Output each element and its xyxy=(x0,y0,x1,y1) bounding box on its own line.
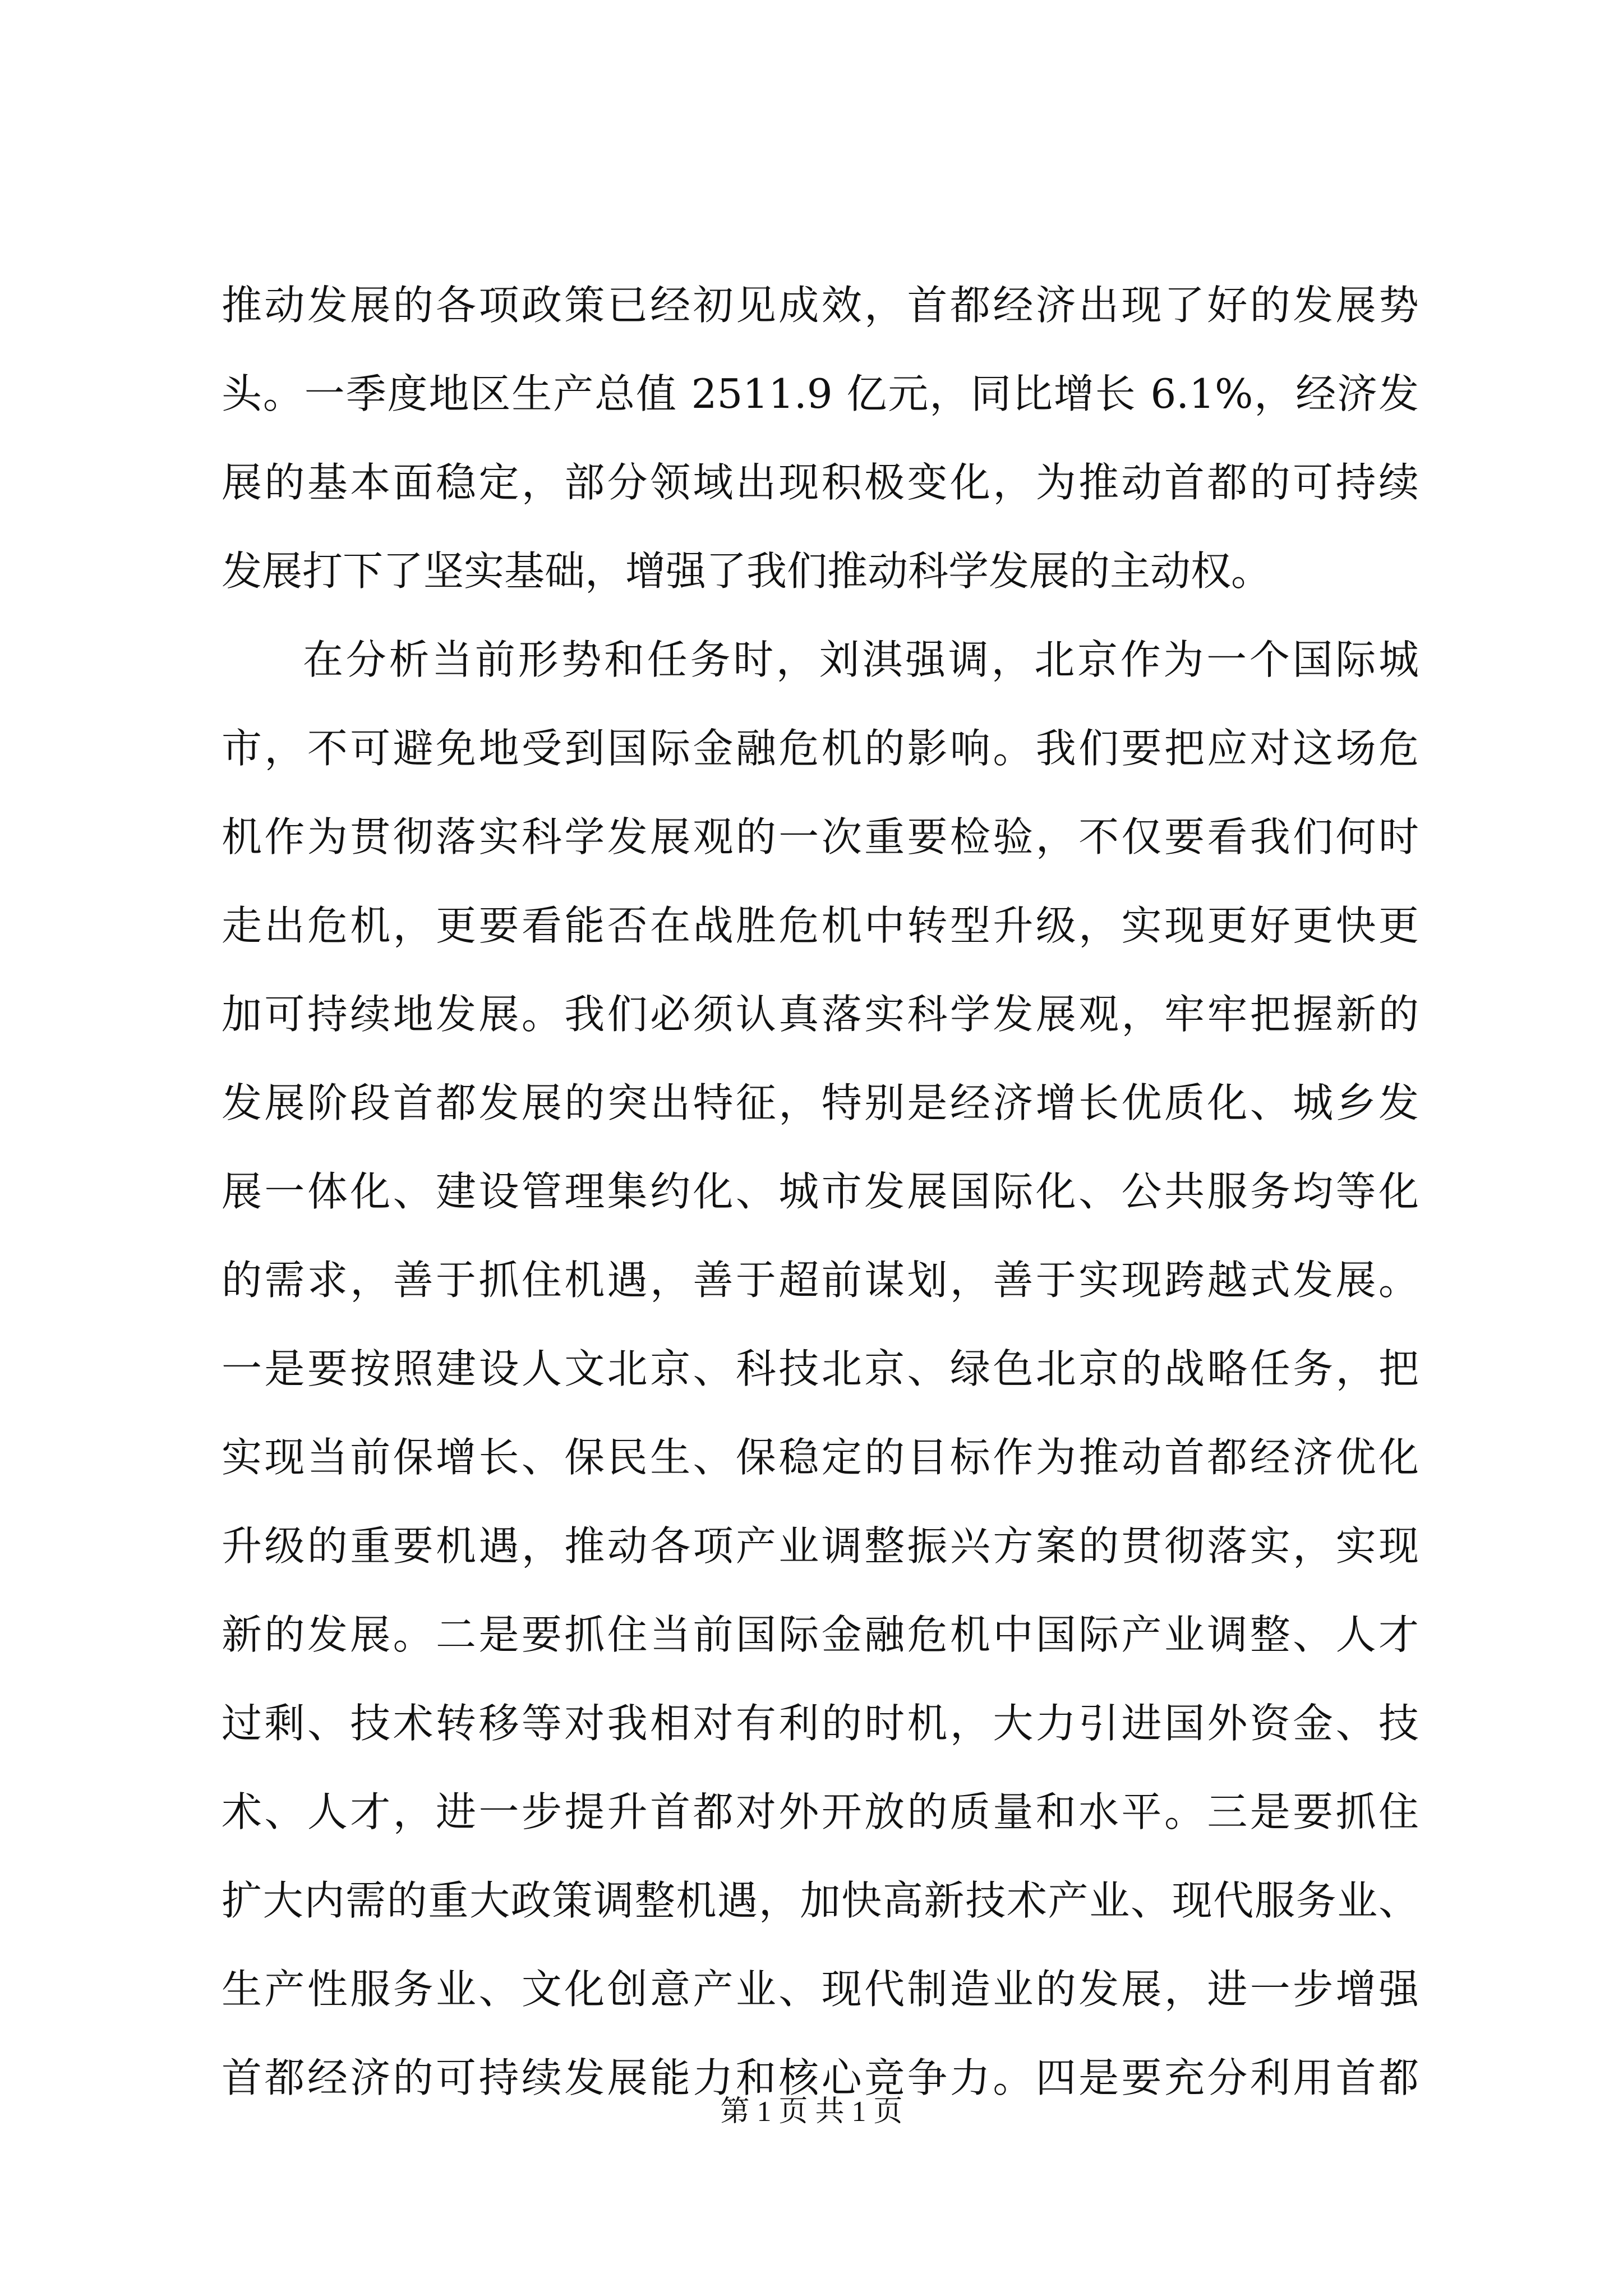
text-line: 推动发展的各项政策已经初见成效，首都经济出现了好的发展势 xyxy=(222,282,1419,329)
text-line: 升级的重要机遇，推动各项产业调整振兴方案的贯彻落实，实现 xyxy=(222,1522,1419,1570)
text-line: 头。一季度地区生产总值 2511.9 亿元，同比增长 6.1%，经济发 xyxy=(222,370,1419,417)
page-footer xyxy=(0,2090,1623,2134)
text-line: 机作为贯彻落实科学发展观的一次重要检验，不仅要看我们何时 xyxy=(222,813,1419,861)
text-line: 在分析当前形势和任务时，刘淇强调，北京作为一个国际城 xyxy=(303,636,1419,683)
text-line: 展一体化、建设管理集约化、城市发展国际化、公共服务均等化 xyxy=(222,1168,1419,1215)
body-text xyxy=(222,261,1419,2122)
text-line: 市，不可避免地受到国际金融危机的影响。我们要把应对这场危 xyxy=(222,725,1419,772)
text-line: 首都经济的可持续发展能力和核心竞争力。四是要充分利用首都 xyxy=(222,2054,1419,2101)
text-line: 的需求，善于抓住机遇，善于超前谋划，善于实现跨越式发展。 xyxy=(222,1257,1419,1304)
text-line: 新的发展。二是要抓住当前国际金融危机中国际产业调整、人才 xyxy=(222,1611,1419,1658)
text-line: 一是要按照建设人文北京、科技北京、绿色北京的战略任务，把 xyxy=(222,1345,1419,1392)
text-line: 过剩、技术转移等对我相对有利的时机，大力引进国外资金、技 xyxy=(222,1700,1419,1747)
text-line: 实现当前保增长、保民生、保稳定的目标作为推动首都经济优化 xyxy=(222,1434,1419,1481)
text-line: 走出危机，更要看能否在战胜危机中转型升级，实现更好更快更 xyxy=(222,902,1419,949)
text-line: 发展打下了坚实基础，增强了我们推动科学发展的主动权。 xyxy=(222,547,1272,595)
text-line: 加可持续地发展。我们必须认真落实科学发展观，牢牢把握新的 xyxy=(222,991,1419,1038)
text-line: 术、人才，进一步提升首都对外开放的质量和水平。三是要抓住 xyxy=(222,1788,1419,1835)
text-line: 生产性服务业、文化创意产业、现代制造业的发展，进一步增强 xyxy=(222,1966,1419,2013)
text-line: 发展阶段首都发展的突出特征，特别是经济增长优质化、城乡发 xyxy=(222,1079,1419,1126)
text-line: 展的基本面稳定，部分领域出现积极变化，为推动首都的可持续 xyxy=(222,459,1419,506)
text-line: 扩大内需的重大政策调整机遇，加快高新技术产业、现代服务业、 xyxy=(222,1877,1419,1924)
page-number: 第 1 页 共 1 页 xyxy=(720,2096,903,2128)
